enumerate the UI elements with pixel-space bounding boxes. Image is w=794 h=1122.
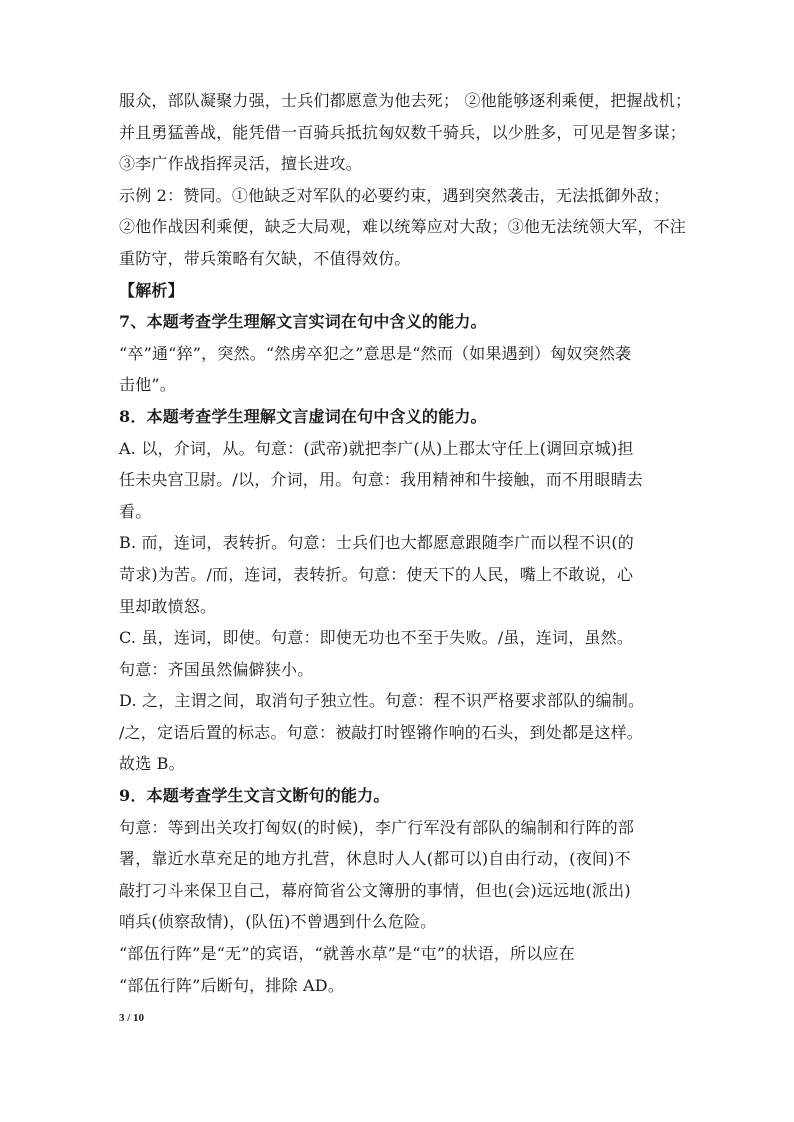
text-line: 敲打刁斗来保卫自己，幕府简省公文簿册的事情，但也(会)远远地(派出): [119, 880, 631, 900]
text-line: 示例 2：赞同。①他缺乏对军队的必要约束，遇到突然袭击，无法抵御外敌；: [119, 185, 670, 205]
text-line: “卒”通“猝”，突然。“然虏卒犯之”意思是“然而（如果遇到）匈奴突然袭: [119, 343, 632, 363]
question-heading: 8．本题考查学生理解文言虚词在句中含义的能力。: [119, 406, 487, 426]
text-line: 故选 B。: [119, 754, 185, 774]
text-line: 服众，部队凝聚力强，士兵们都愿意为他去死； ②他能够逐利乘便，把握战机；: [119, 91, 692, 110]
text-line: D. 之，主谓之间，取消句子独立性。句意：程不识严格要求部队的编制。: [119, 691, 645, 711]
text-line: “部伍行阵”后断句，排除 AD。: [119, 975, 345, 995]
text-line: 署，靠近水草充足的地方扎营，休息时人人(都可以)自由行动，(夜间)不: [119, 849, 631, 869]
text-line: 击他”。: [119, 375, 176, 395]
text-line: /之，定语后置的标志。句意：被敲打时铿锵作响的石头，到处都是这样。: [119, 722, 643, 742]
text-line: 并且勇猛善战，能凭借一百骑兵抵抗匈奴数千骑兵，以少胜多，可见是智多谋；: [119, 122, 687, 142]
question-heading: 7、本题考查学生理解文言实词在句中含义的能力。: [119, 312, 487, 332]
text-line: 看。: [119, 501, 152, 521]
text-line: C. 虽，连词，即使。句意：即使无功也不至于失败。/虽，连词，虽然。: [119, 628, 634, 648]
text-line: A. 以，介词，从。句意：(武帝)就把李广(从)上郡太守任上(调回京城)担: [119, 438, 634, 458]
text-line: “部伍行阵”是“无”的宾语，“就善水草”是“屯”的状语，所以应在: [119, 944, 575, 964]
text-line: 句意：等到出关攻打匈奴(的时候)，李广行军没有部队的编制和行阵的部: [119, 817, 635, 837]
page-number: 3 / 10: [119, 1012, 145, 1024]
text-line: ③李广作战指挥灵活，擅长进攻。: [119, 154, 363, 174]
text-line: 哨兵(侦察敌情)，(队伍)不曾遇到什么危险。: [119, 912, 437, 932]
text-line: ②他作战因利乘便，缺乏大局观，难以统筹应对大敌；③他无法统领大军，不注: [119, 217, 687, 237]
text-line: 任未央宫卫尉。/以，介词，用。句意：我用精神和牛接触，而不用眼睛去: [119, 470, 643, 490]
text-line: 重防守，带兵策略有欠缺，不值得效仿。: [119, 248, 411, 268]
text-line: 苛求)为苦。/而，连词，表转折。句意：使天下的人民，嘴上不敢说，心: [119, 564, 634, 584]
text-line: B. 而，连词，表转折。句意：士兵们也大都愿意跟随李广而以程不识(的: [119, 533, 634, 553]
text-line: 里却敢愤怒。: [119, 596, 217, 616]
text-line: 句意：齐国虽然偏僻狭小。: [119, 659, 314, 679]
section-heading: 【解析】: [119, 280, 184, 300]
question-heading: 9．本题考查学生文言文断句的能力。: [119, 786, 390, 806]
document-body: [119, 85, 692, 1001]
